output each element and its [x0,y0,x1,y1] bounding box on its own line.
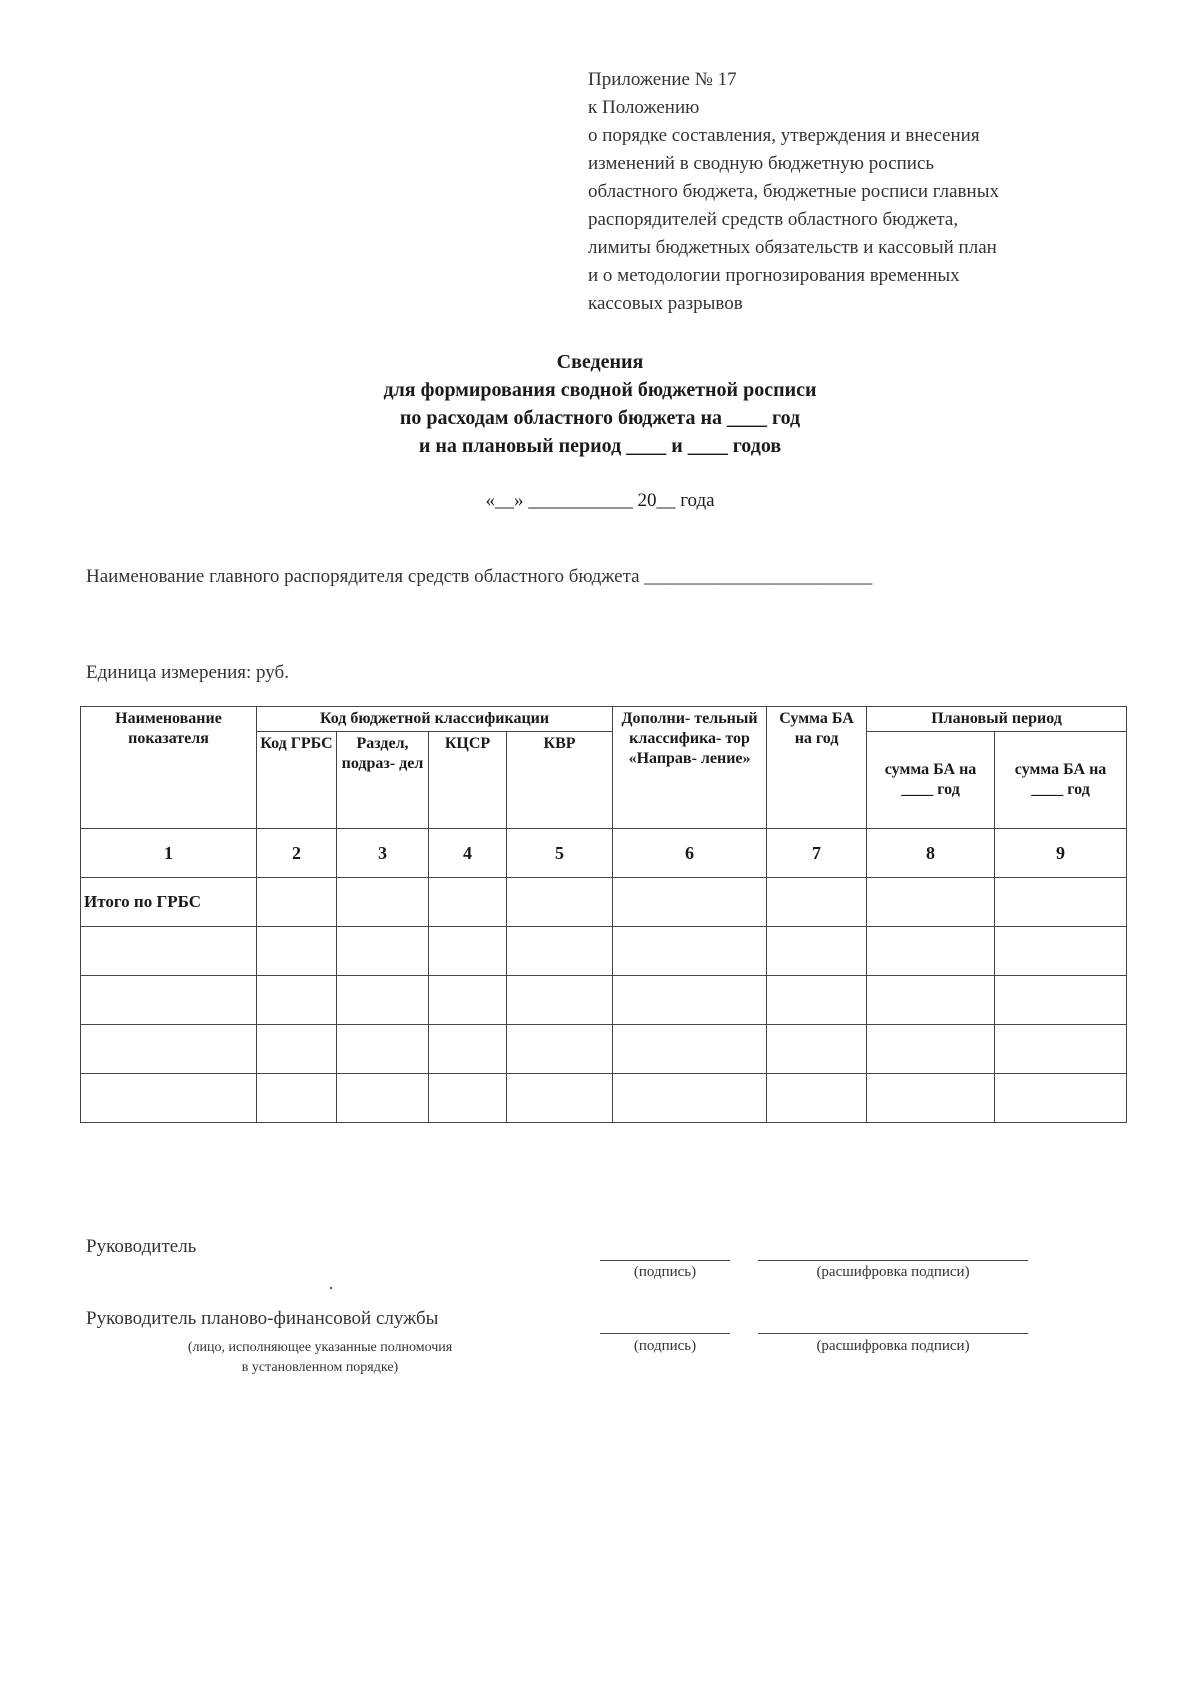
table-cell[interactable] [767,927,867,976]
head-signature-label: Руководитель [86,1236,197,1257]
table-cell[interactable] [613,976,767,1025]
table-cell[interactable] [867,1074,995,1123]
column-number: 2 [257,829,337,878]
title-line: Сведения [556,351,644,373]
decode-caption: (расшифровка подписи) [816,1338,970,1354]
header-kvr: КВР [507,732,613,829]
table-cell[interactable] [81,1025,257,1074]
head-signature-line[interactable] [600,1260,730,1261]
table-cell[interactable] [613,878,767,927]
table-cell[interactable] [337,1025,429,1074]
column-number: 4 [429,829,507,878]
annex-line: и о методологии прогнозирования временных [588,265,960,286]
column-number: 9 [995,829,1127,878]
head-decode-line[interactable] [758,1260,1028,1261]
column-number: 5 [507,829,613,878]
header-grbs-code: Код ГРБС [257,732,337,829]
table-cell[interactable] [767,1074,867,1123]
finance-decode-line[interactable] [758,1333,1028,1334]
table-cell[interactable] [767,1025,867,1074]
annex-line: распорядителей средств областного бюджета, [588,209,959,230]
header-row-1 [81,707,1127,732]
table-cell[interactable] [81,1074,257,1123]
table-cell[interactable] [767,976,867,1025]
table-cell[interactable] [867,1025,995,1074]
table-cell[interactable] [867,976,995,1025]
decode-caption: (расшифровка подписи) [816,1264,970,1280]
annex-line: о порядке составления, утверждения и внесения [588,125,980,146]
finance-note-line: в установленном порядке) [241,1360,399,1375]
table-cell[interactable] [337,878,429,927]
table-cell[interactable] [613,1025,767,1074]
table-cell[interactable] [995,927,1127,976]
finance-note-line: (лицо, исполняющее указанные полномочия [187,1340,453,1355]
table-cell[interactable] [507,927,613,976]
table-cell[interactable] [429,1074,507,1123]
table-cell[interactable] [429,878,507,927]
table-row [81,1025,1127,1074]
table-row [81,927,1127,976]
header-ba-sum-year: Сумма БА на год [767,707,867,829]
table-cell[interactable] [257,1074,337,1123]
table-cell[interactable] [613,1074,767,1123]
annex-line: лимиты бюджетных обязательств и кассовый план [588,237,997,258]
table-cell[interactable] [257,927,337,976]
table-cell[interactable] [337,976,429,1025]
table-cell[interactable] [995,976,1127,1025]
total-grbs-label: Итого по ГРБС [81,878,257,927]
header-plan-year-2: сумма БА на ____ год [995,732,1127,829]
table-cell[interactable] [257,878,337,927]
date-line: «__» ___________ 20__ года [485,490,715,511]
table-cell[interactable] [257,976,337,1025]
signature-caption: (подпись) [633,1338,697,1354]
table-cell[interactable] [507,976,613,1025]
header-budget-classification: Код бюджетной классификации [257,707,613,732]
title-line: и на плановый период ____ и ____ годов [418,435,782,457]
table-cell[interactable] [507,1074,613,1123]
annex-line: кассовых разрывов [588,293,743,314]
title-line: по расходам областного бюджета на ____ год [399,407,801,429]
document-title [230,348,970,460]
header-planning-period: Плановый период [867,707,1127,732]
table-cell[interactable] [337,1074,429,1123]
table-row [81,976,1127,1025]
title-line: для формирования сводной бюджетной росписи [383,379,817,401]
header-additional-classifier: Дополни- тельный классифика- тор «Направ- ление» [613,707,767,829]
table-cell[interactable] [507,1025,613,1074]
column-number: 8 [867,829,995,878]
table-cell[interactable] [429,1025,507,1074]
budget-form-table [80,706,1127,1123]
annex-line: областного бюджета, бюджетные росписи главных [588,181,999,202]
table-cell[interactable] [995,878,1127,927]
grbs-name-line: Наименование главного распорядителя средств областного бюджета ________________________ [86,566,873,587]
table-row-total [81,878,1127,927]
column-number: 1 [81,829,257,878]
column-number: 6 [613,829,767,878]
finance-signature-line[interactable] [600,1333,730,1334]
column-number: 3 [337,829,429,878]
header-section: Раздел, подраз- дел [337,732,429,829]
finance-signature-label: Руководитель планово-финансовой службы [86,1308,439,1329]
annex-line: к Положению [588,97,700,118]
table-cell[interactable] [337,927,429,976]
table-cell[interactable] [507,878,613,927]
finance-note [100,1338,540,1378]
table-cell[interactable] [867,878,995,927]
signature-caption: (подпись) [633,1264,697,1280]
header-plan-year-1: сумма БА на ____ год [867,732,995,829]
table-cell[interactable] [867,927,995,976]
annex-line: изменений в сводную бюджетную роспись [588,153,935,174]
header-kcsr: КЦСР [429,732,507,829]
annex-header [588,66,1128,318]
table-cell[interactable] [613,927,767,976]
unit-of-measure: Единица измерения: руб. [86,662,289,683]
column-number-row [81,829,1127,878]
table-cell[interactable] [429,927,507,976]
table-cell[interactable] [767,878,867,927]
table-row [81,1074,1127,1123]
table-cell[interactable] [257,1025,337,1074]
column-number: 7 [767,829,867,878]
header-indicator-name: Наименование показателя [81,707,257,829]
annex-line: Приложение № 17 [588,69,737,90]
table-cell[interactable] [995,1074,1127,1123]
table-cell[interactable] [995,1025,1127,1074]
table-cell[interactable] [81,976,257,1025]
table-cell[interactable] [81,927,257,976]
scan-dot [330,1287,332,1289]
table-cell[interactable] [429,976,507,1025]
